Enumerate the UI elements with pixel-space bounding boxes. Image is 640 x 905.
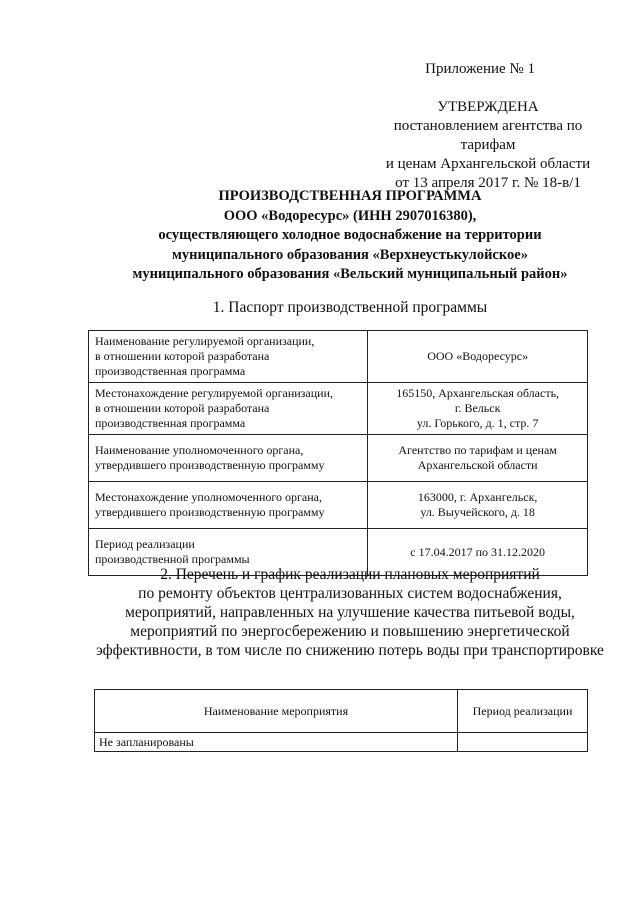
- section-1-heading: 1. Паспорт производственной программы: [212, 299, 488, 316]
- events-table: [94, 689, 588, 752]
- passport-value-line: ООО «Водоресурс»: [427, 349, 529, 363]
- passport-value-line: 165150, Архангельская область,: [396, 386, 560, 400]
- event-name-cell: Не запланированы: [95, 733, 458, 752]
- period-header: Период реализации: [457, 690, 587, 733]
- title-line-3: осуществляющего холодное водоснабжение на территории: [158, 227, 542, 243]
- passport-label-line: Наименование уполномоченного органа,: [95, 443, 304, 457]
- section-2-line-4: мероприятий по энергосбережению и повышению энергетической: [130, 623, 570, 640]
- passport-row: [89, 435, 588, 482]
- passport-value-line: ул. Горького, д. 1, стр. 7: [416, 416, 539, 430]
- passport-row: [89, 482, 588, 529]
- section-2-heading: [60, 565, 640, 660]
- passport-label-cell: [89, 435, 368, 482]
- passport-table: [88, 330, 588, 576]
- passport-label-line: производственная программа: [95, 364, 246, 378]
- events-data-row: [95, 733, 588, 752]
- passport-label-cell: [89, 331, 368, 383]
- section-2-line-3: мероприятий, направленных на улучшение качества питьевой воды,: [125, 604, 575, 621]
- period-cell: [457, 733, 587, 752]
- passport-label-cell: [89, 482, 368, 529]
- appendix-number: Приложение № 1: [425, 61, 535, 77]
- passport-value-line: ул. Выучейского, д. 18: [420, 505, 535, 519]
- passport-row: [89, 331, 588, 383]
- passport-label-line: утвердившего производственную программу: [95, 458, 325, 472]
- passport-label-line: утвердившего производственную программу: [95, 505, 325, 519]
- approval-stamp-text: [368, 98, 608, 193]
- passport-label-line: Местонахождение регулируемой организации,: [95, 386, 334, 400]
- passport-value-cell: [368, 331, 588, 383]
- document-title: [60, 187, 640, 285]
- passport-value-cell: [368, 482, 588, 529]
- approval-line-3: от 13 апреля 2017 г. № 18-в/1: [395, 175, 581, 191]
- passport-value-cell: [368, 435, 588, 482]
- approval-line-2: и ценам Архангельской области: [385, 156, 591, 172]
- passport-label-line: производственная программа: [95, 416, 246, 430]
- section-2-line-2: по ремонту объектов централизованных систем водоснабжения,: [138, 585, 562, 602]
- approved-label: УТВЕРЖДЕНА: [437, 99, 539, 115]
- passport-label-line: в отношении которой разработана: [95, 401, 270, 415]
- title-line-4: муниципального образования «Верхнеустькулойское»: [172, 246, 528, 263]
- passport-label-line: Местонахождение уполномоченного органа,: [95, 490, 322, 504]
- approval-block: [300, 60, 600, 193]
- passport-label-line: производственной программы: [95, 552, 250, 566]
- passport-value-line: Агентство по тарифам и ценам: [398, 443, 557, 457]
- passport-value-line: Архангельской области: [417, 458, 538, 472]
- section-2-line-5: эффективности, в том числе по снижению потерь воды при транспортировке: [96, 642, 604, 659]
- passport-label-cell: [89, 383, 368, 435]
- passport-value-cell: [368, 383, 588, 435]
- passport-value-line: г. Вельск: [454, 401, 501, 415]
- event-name-header: Наименование мероприятия: [95, 690, 458, 733]
- approval-line-1: постановлением агентства по тарифам: [393, 118, 583, 153]
- passport-label-line: в отношении которой разработана: [95, 349, 270, 363]
- passport-value-line: 163000, г. Архангельск,: [417, 490, 538, 504]
- title-line-2: ООО «Водоресурс» (ИНН 2907016380),: [223, 207, 477, 224]
- passport-row: [89, 383, 588, 435]
- title-line-1: ПРОИЗВОДСТВЕННАЯ ПРОГРАММА: [218, 188, 482, 204]
- section-2-line-1: 2. Перечень и график реализации плановых мероприятий: [160, 566, 540, 583]
- title-line-5: муниципального образования «Вельский муниципальный район»: [132, 266, 568, 282]
- passport-label-line: Период реализации: [95, 537, 195, 551]
- passport-value-line: с 17.04.2017 по 31.12.2020: [410, 544, 546, 559]
- events-header-row: [95, 690, 588, 733]
- passport-label-line: Наименование регулируемой организации,: [95, 334, 315, 348]
